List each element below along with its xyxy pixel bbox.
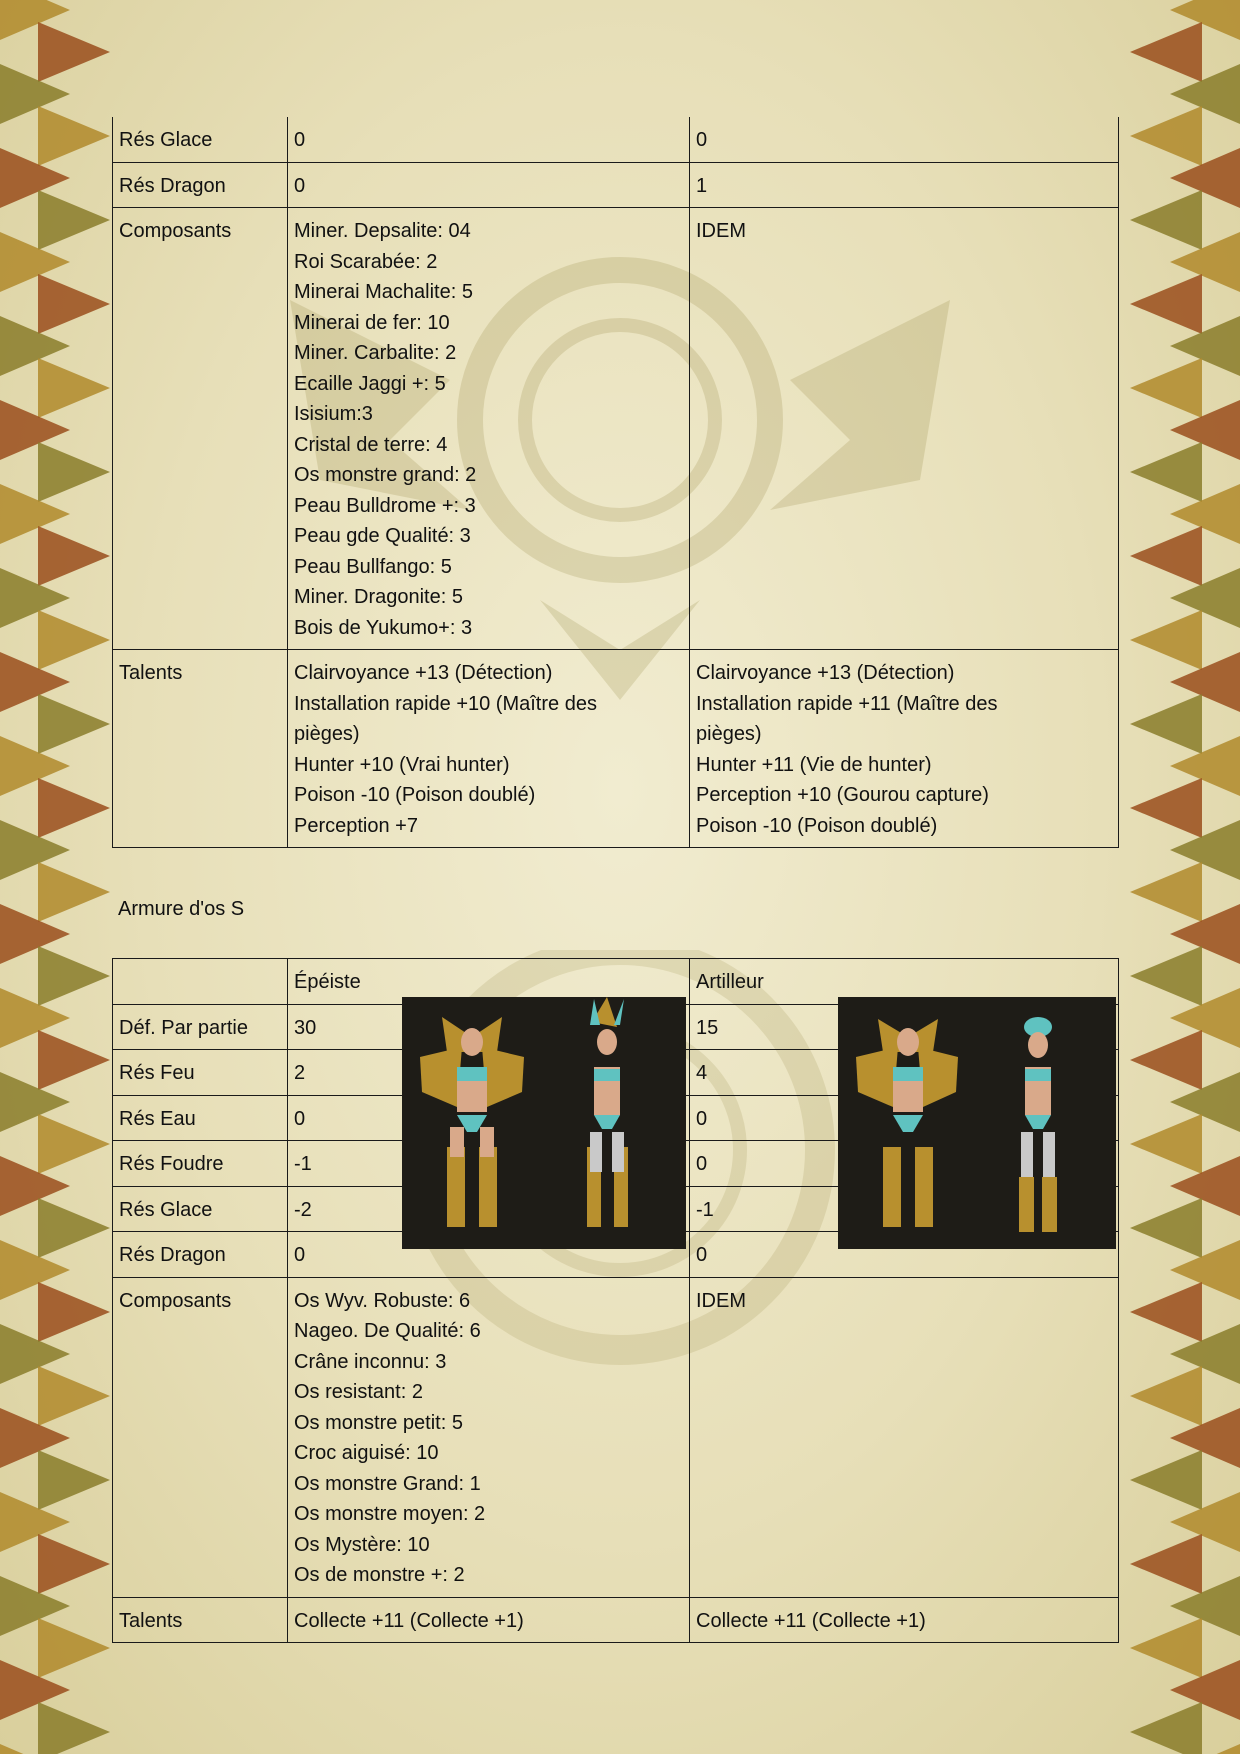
list-line: Ecaille Jaggi +: 5: [294, 372, 446, 395]
artilleur-value: 4: [690, 1050, 1119, 1096]
epeiste-value: 2: [288, 1050, 690, 1096]
epeiste-value: 0: [288, 117, 690, 162]
talents-list-epeiste: [288, 650, 690, 848]
artilleur-value: 0: [690, 1141, 1119, 1187]
list-line: Installation rapide +11 (Maître des: [696, 692, 998, 715]
row-label: Rés Dragon: [113, 162, 288, 208]
list-line: Os monstre petit: 5: [294, 1411, 463, 1434]
row-label: Déf. Par partie: [113, 1004, 288, 1050]
artilleur-value: 0: [690, 1095, 1119, 1141]
list-line: Miner. Carbalite: 2: [294, 342, 457, 364]
epeiste-value: 0: [288, 1232, 690, 1278]
list-line: Peau gde Qualité: 3: [294, 525, 471, 547]
table-row-talents: [113, 650, 1119, 848]
row-label: Rés Glace: [113, 117, 288, 162]
list-line: Hunter +11 (Vie de hunter): [696, 753, 932, 776]
epeiste-value: 0: [288, 162, 690, 208]
armor-stats-table-top: [112, 117, 1119, 848]
table-row-composants: [113, 208, 1119, 650]
talents-list-artilleur: [690, 650, 1119, 848]
row-label: Rés Dragon: [113, 1232, 288, 1278]
list-line: Crâne inconnu: 3: [294, 1350, 447, 1373]
list-line: Minerai de fer: 10: [294, 311, 450, 334]
epeiste-value: -1: [288, 1141, 690, 1187]
list-line: Os Mystère: 10: [294, 1533, 430, 1556]
list-line: Perception +7: [294, 814, 418, 837]
list-line: Os monstre moyen: 2: [294, 1503, 486, 1525]
header-artilleur: Artilleur: [690, 959, 1119, 1005]
list-line: Hunter +10 (Vrai hunter): [294, 753, 510, 776]
header-epeiste: Épéiste: [288, 959, 690, 1005]
list-line: Cristal de terre: 4: [294, 433, 448, 456]
row-label: Talents: [113, 1597, 288, 1643]
row-label: Rés Glace: [113, 1186, 288, 1232]
list-line: Peau Bulldrome +: 3: [294, 494, 476, 517]
epeiste-value: 0: [288, 1095, 690, 1141]
list-line: Isisium:3: [294, 403, 373, 425]
table-row-composants: [113, 1277, 1119, 1597]
list-line: Roi Scarabée: 2: [294, 250, 438, 273]
composants-list-epeiste: [288, 1277, 690, 1597]
armor-portrait-gunner: [838, 997, 1116, 1249]
row-label: Composants: [113, 1277, 288, 1597]
list-line: Miner. Dragonite: 5: [294, 586, 463, 608]
list-line: Peau Bullfango: 5: [294, 555, 452, 578]
talents-artilleur: Collecte +11 (Collecte +1): [690, 1597, 1119, 1643]
list-line: Installation rapide +10 (Maître des: [294, 692, 597, 715]
table-row: [113, 117, 1119, 162]
epeiste-value: -2: [288, 1186, 690, 1232]
row-label: Rés Feu: [113, 1050, 288, 1096]
talents-epeiste: Collecte +11 (Collecte +1): [288, 1597, 690, 1643]
list-line: Poison -10 (Poison doublé): [294, 784, 536, 806]
list-line: pièges): [294, 723, 360, 745]
list-line: Os de monstre +: 2: [294, 1564, 465, 1586]
artilleur-value: 0: [690, 1232, 1119, 1278]
armor-portrait-blademaster: [402, 997, 686, 1249]
row-label: Talents: [113, 650, 288, 848]
list-line: Os monstre grand: 2: [294, 464, 477, 486]
list-line: Poison -10 (Poison doublé): [696, 814, 938, 837]
composants-list-epeiste: [288, 208, 690, 650]
list-line: Minerai Machalite: 5: [294, 281, 473, 303]
list-line: pièges): [696, 723, 762, 745]
composants-idem: IDEM: [690, 1277, 1119, 1597]
row-label: Composants: [113, 208, 288, 650]
artilleur-value: 15: [690, 1004, 1119, 1050]
list-line: Clairvoyance +13 (Détection): [696, 662, 955, 684]
table-row: [113, 162, 1119, 208]
section-title: Armure d'os S: [118, 898, 245, 920]
composants-idem: IDEM: [690, 208, 1119, 650]
table-row-talents: [113, 1597, 1119, 1643]
artilleur-value: 0: [690, 117, 1119, 162]
list-line: Bois de Yukumo+: 3: [294, 616, 473, 639]
header-empty: [113, 959, 288, 1005]
epeiste-value: 30: [288, 1004, 690, 1050]
list-line: Miner. Depsalite: 04: [294, 220, 471, 242]
artilleur-value: 1: [690, 162, 1119, 208]
list-line: Croc aiguisé: 10: [294, 1442, 439, 1464]
list-line: Os monstre Grand: 1: [294, 1472, 481, 1495]
row-label: Rés Foudre: [113, 1141, 288, 1187]
row-label: Rés Eau: [113, 1095, 288, 1141]
list-line: Os resistant: 2: [294, 1381, 423, 1403]
list-line: Os Wyv. Robuste: 6: [294, 1289, 471, 1312]
list-line: Perception +10 (Gourou capture): [696, 784, 989, 806]
list-line: Nageo. De Qualité: 6: [294, 1320, 481, 1342]
list-line: Clairvoyance +13 (Détection): [294, 662, 553, 684]
artilleur-value: -1: [690, 1186, 1119, 1232]
